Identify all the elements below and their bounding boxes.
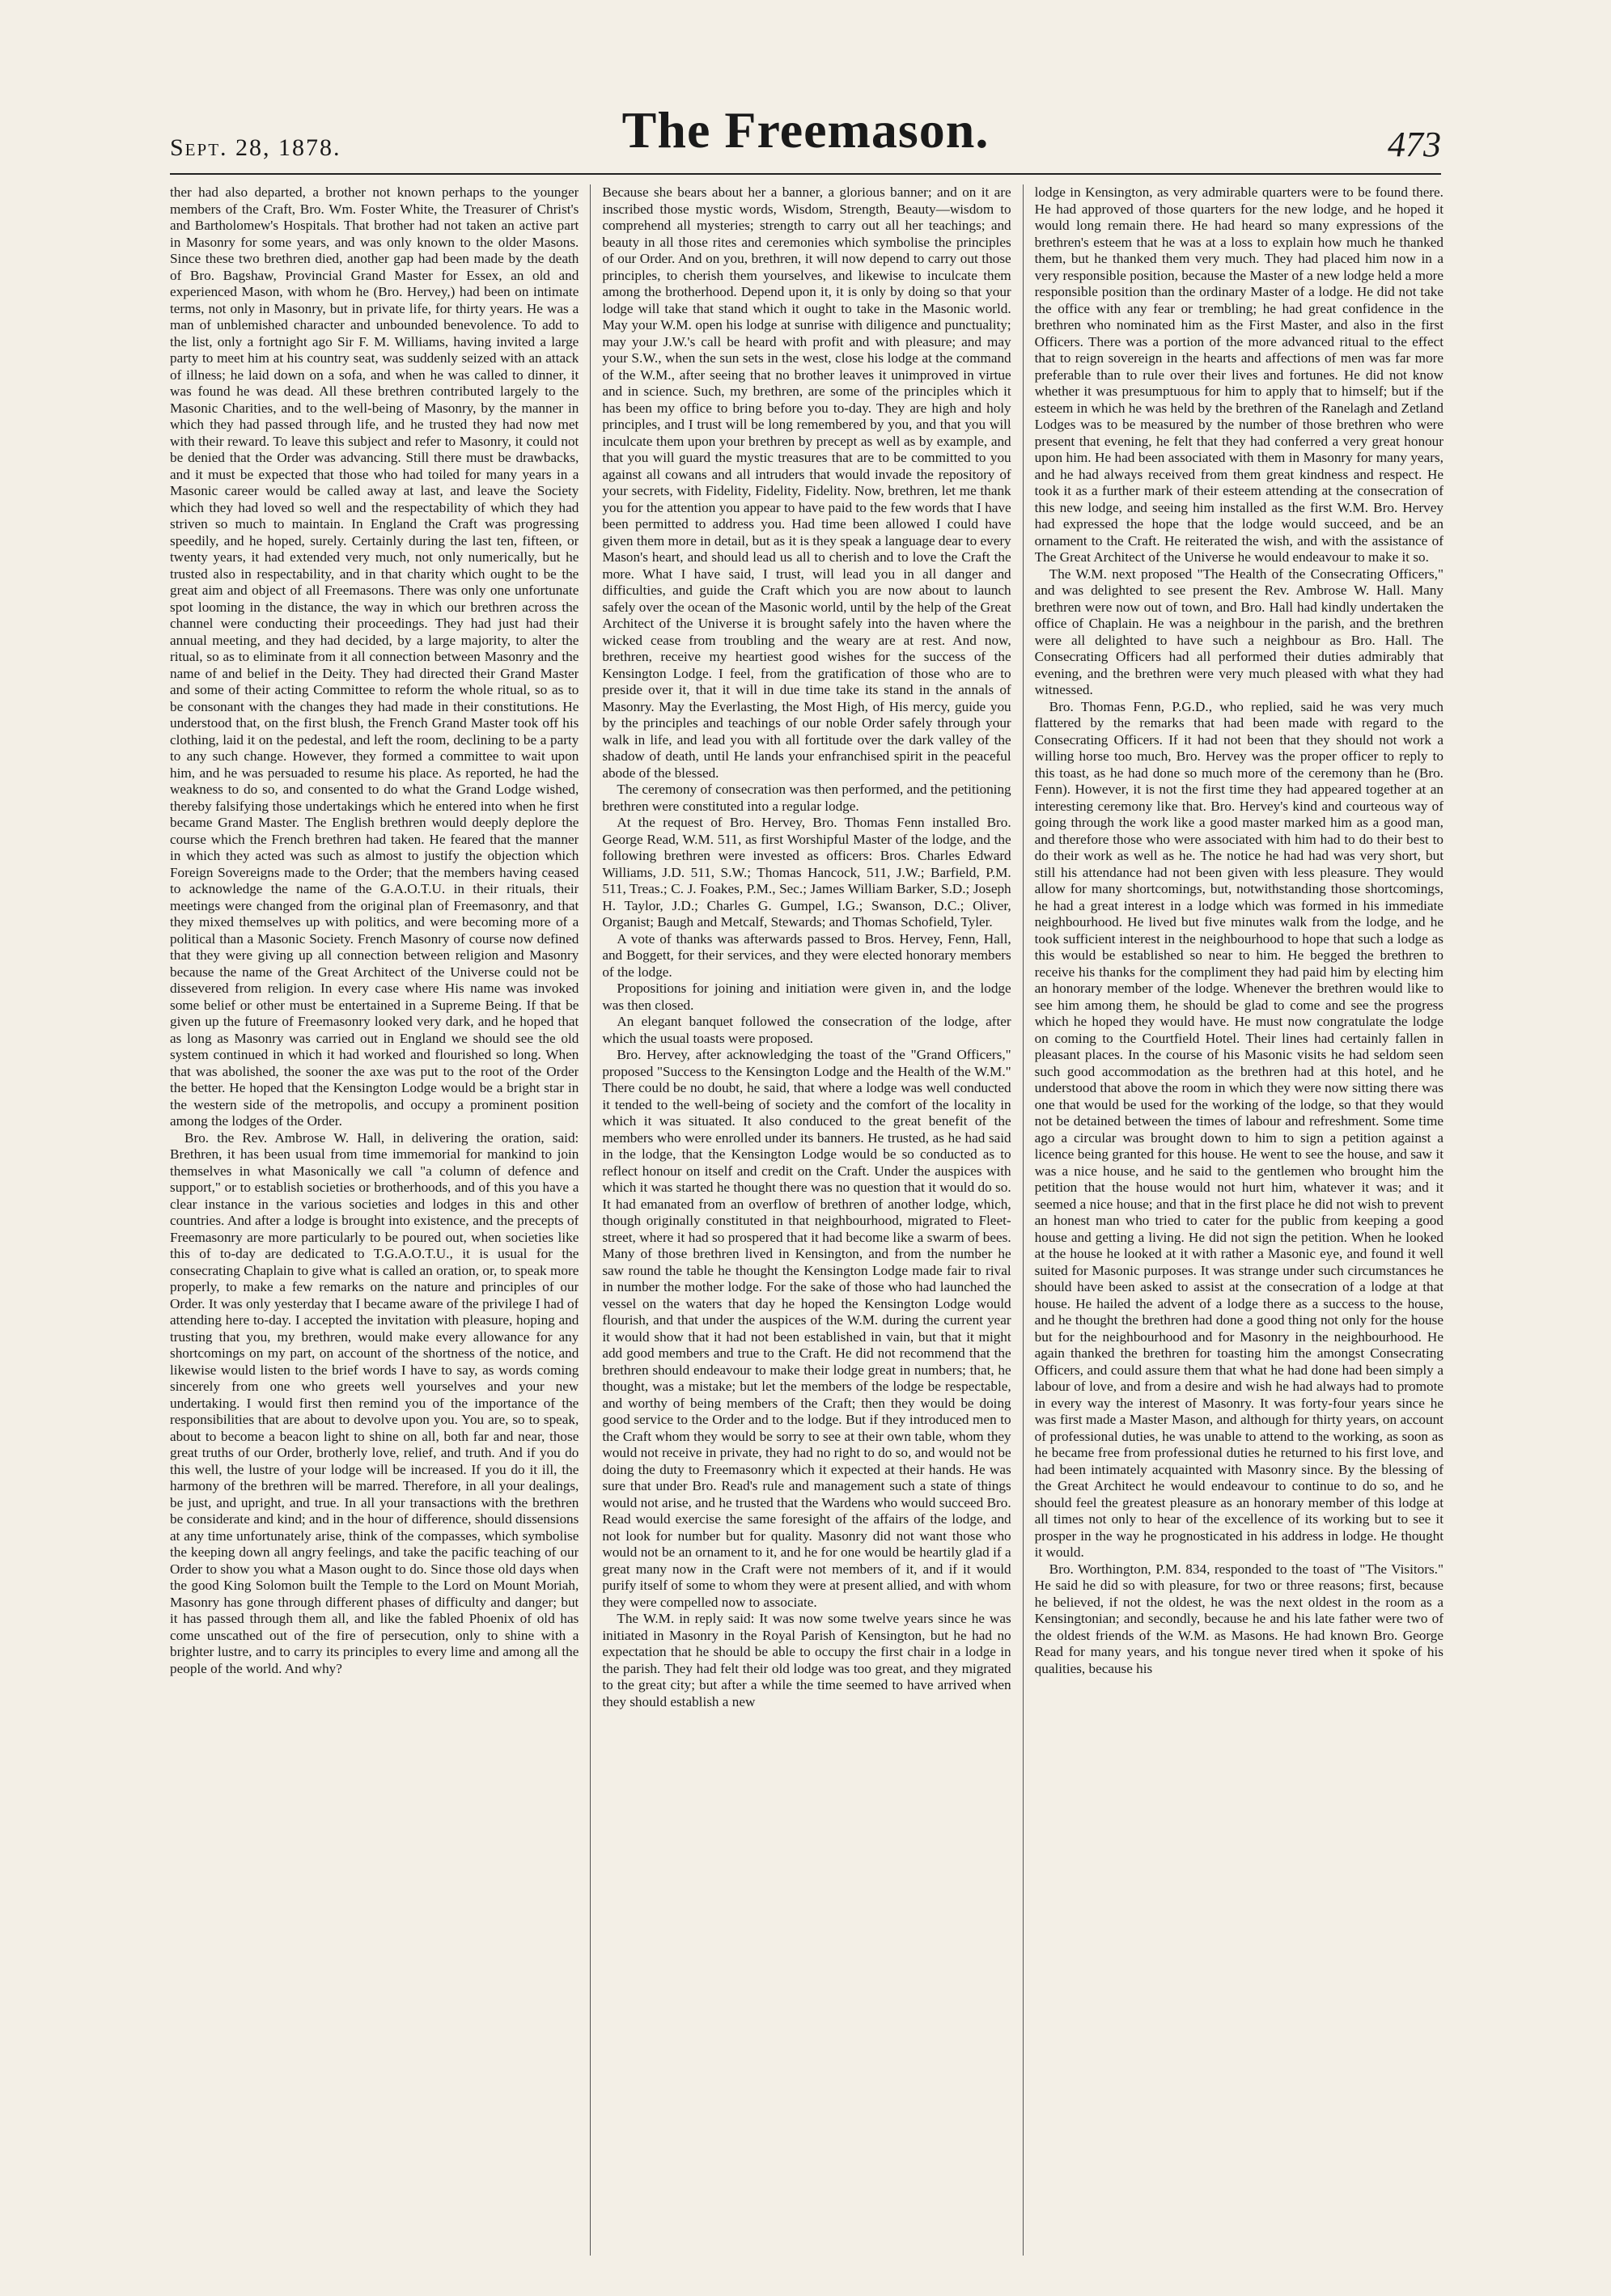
paragraph: Bro. Thomas Fenn, P.G.D., who replied, said he was very much flattered by the remarks that had been made with regard to the Consecrating Officers. If it had not been that they should not work a willing horse too much, Bro. Hervey was the proper officer to reply to this toast, as he had done so much more of the ceremony than he (Bro. Fenn). However, it is not the first time they had appeared together at an interesting ceremony like that. Bro. Hervey's kind and courteous way of going through the work like a good master marked him as a good man, and therefore those who were associated with him had to do their best to do their work as well as he. The notice he had had was very short, but still his attendance had not been given with less pleasure. They would allow for many shortcomings, but, notwithstanding those shortcomings, he had a great interest in a lodge which was formed in his immediate neighbourhood. He lived but five minutes walk from the lodge, and he took sufficient interest in the neighbourhood to hope that such a lodge as this would be established so near to him. He begged the brethren to receive his thanks for the compliment they had paid him by electing him an honorary member of the lodge. Whenever the brethren would like to see him among them, he should be glad to come and see the progress which he hoped they would have. He must now congratulate the lodge on coming to the Courtfield Hotel. Their lines had certainly fallen in pleasant places. In the course of his Masonic visits he had seldom seen such good accommodation as the brethren had at this hotel, and he understood that above the room in which they were now sitting there was one that would be used for the working of the lodge, so that they would not be detained between the times of labour and refreshment. Some time ago a circular was brought down to him to sign a petition against a licence being granted for this house. He went to see the house, and saw it was a nice house, and he said to the gentlemen who brought him the petition that the house would not hurt him, whatever it was; and it seemed a nice house; and that in the first place he did not wish to prevent an honest man who tried to cater for the public from keeping a good house and getting a living. He did not sign the petition. When he looked at the house he looked at it with rather a Masonic eye, and found it well suited for Masonic purposes. It was strange under such circumstances he should have been asked to assist at the consecration of a lodge at that house. He hailed the advent of a lodge there as a success to the house, and he thought the brethren had done a good thing not only for the house but for the neighbourhood and for Masonry in the neighbourhood. He again thanked the brethren for toasting him the amongst Consecrating Officers, and could assure them that what he had done had been simply a labour of love, and from a desire and wish he had always had to promote in every way the interest of Masonry. It was forty-four years since he was first made a Master Mason, and although for thirty years, on account of professional duties, he was unable to attend to the working, as soon as he became free from professional duties he returned to his first love, and had been intimately acquainted with Masonry since. By the blessing of the Great Architect he would endeavour to continue to do so, and he should feel the greatest pleasure as an honorary member of this lodge at all times not only to hear of the excellence of its working but to see it prosper in the way he prognosticated in his address in lodge. He thought it would.	[1034, 698, 1444, 1560]
article-columns	[170, 184, 1444, 2256]
publication-title: The Freemason.	[621, 101, 990, 159]
header-rule	[170, 173, 1441, 175]
paragraph: An elegant banquet followed the consecration of the lodge, after which the usual toasts were proposed.	[602, 1014, 1011, 1046]
paragraph: The ceremony of consecration was then performed, and the petitioning brethren were constituted into a regular lodge.	[602, 782, 1011, 814]
paragraph: The W.M. next proposed "The Health of the Consecrating Officers," and was delighted to see present the Rev. Ambrose W. Hall. Many brethren were now out of town, and Bro. Hall had kindly undertaken the office of Chaplain. He was a neighbour in the parish, and the brethren were all delighted to have such a neighbour as Bro. Hall. The Consecrating Officers had all performed their duties admirably that evening, and the brethren were very much pleased with what they had witnessed.	[1034, 566, 1444, 697]
column-1	[170, 184, 579, 2256]
column-divider	[1023, 184, 1024, 2256]
paragraph: Propositions for joining and initiation were given in, and the lodge was then closed.	[602, 981, 1011, 1013]
paragraph: At the request of Bro. Hervey, Bro. Thomas Fenn installed Bro. George Read, W.M. 511, as first Worshipful Master of the lodge, and the following brethren were invested as officers: Bros. Charles Edward Williams, J.D. 511, S.W.; Thomas Hancock, 511, J.W.; Barfield, P.M. 511, Treas.; C. J. Foakes, P.M., Sec.; James William Barker, S.D.; Joseph H. Taylor, J.D.; Charles G. Gumpel, I.G.; Swanson, D.C.; Oliver, Organist; Baugh and Metcalf, Stewards; and Thomas Schofield, Tyler.	[602, 815, 1011, 930]
paragraph: ther had also departed, a brother not known perhaps to the younger members of the Craft, Bro. Wm. Foster White, the Treasurer of Christ's and Bartholomew's Hospitals. That brother had not taken an active part in Masonry for some years, and was only known to the older Masons. Since these two brethren died, another gap had been made by the death of Bro. Bagshaw, Provincial Grand Master for Essex, an old and experienced Mason, with whom he (Bro. Hervey,) had been on intimate terms, not only in Masonry, but in private life, for thirty years. He was a man of unblemished character and unbounded benevolence. To add to the list, only a fortnight ago Sir F. M. Williams, having invited a large party to meet him at his country seat, was suddenly seized with an attack of illness; he laid down on a sofa, and when he was called to dinner, it was found he was dead. All these brethren contributed largely to the Masonic Charities, and to the well-being of Masonry, by the manner in which they had passed through life, and he trusted they had now met with their reward. To leave this subject and refer to Masonry, it could not be denied that the Order was advancing. Still there must be drawbacks, and it must be expected that those who had toiled for many years in a Masonic career would be called away at last, and leave the Society which they had loved so well and the respectability of which they had striven so much to maintain. In England the Craft was progressing speedily, and he hoped, surely. Certainly during the last ten, fifteen, or twenty years, it had extended very much, not only numerically, but he trusted also in respectability, and in that charity which ought to be the great aim and object of all Freemasons. There was only one unfortunate spot looming in the distance, the way in which our brethren across the channel were conducting their proceedings. They had just had their annual meeting, and they had decided, by a large majority, to alter the ritual, so as to eliminate from it all connection between Masonry and the name of and belief in the Deity. They had directed their Grand Master and some of their acting Committee to reform the whole ritual, so as to be consonant with the changes they had made in their constitutions. He understood that, on the first blush, the French Grand Master took off his clothing, laid it on the pedestal, and left the room, declining to be a party to any such change. However, they formed a committee to wait upon him, and he was persuaded to resume his place. As reported, he had the weakness to do so, and consented to do what the Grand Lodge wished, thereby falsifying those undertakings which he entered into when he first became Grand Master. The English brethren would deeply deplore the course which the French brethren had taken. He feared that the manner in which they acted was such as almost to justify the objection which Foreign Sovereigns made to the Order; that the members having ceased to acknowledge the name of the G.A.O.T.U. in their rituals, their meetings were changed from the original plan of Freemasonry, and that they mixed themselves up with politics, and were becoming more of a political than a Masonic Society. French Masonry of course now defined that they were giving up all connection between religion and Masonry because the name of the Great Architect of the Universe could not be dissevered from religion. In every case where His name was invoked some belief or other must be entertained in a Supreme Being. If that be given up the future of Freemasonry looked very dark, and he hoped that as long as Masonry was carried out in England we should see the old system continued in which it had worked and flourished so long. When that was abolished, the sooner the axe was put to the root of the Order the better. He hoped that the Kensington Lodge would be a bright star in the western side of the metropolis, and occupy a prominent position among the lodges of the Order.	[170, 184, 579, 1129]
paragraph: Bro. the Rev. Ambrose W. Hall, in delivering the oration, said: Brethren, it has been usual from time immemorial for mankind to join themselves in what Masonically we call "a column of defence and support," or to establish societies or brotherhoods, and of this you have a clear instance in the various societies and lodges in this and other countries. And after a lodge is brought into existence, and the precepts of Freemasonry are more particularly to be poured out, when societies like this of to-day are dedicated to T.G.A.O.T.U., it is usual for the consecrating Chaplain to give what is called an oration, or, to speak more properly, to make a few remarks on the nature and principles of our Order. It was only yesterday that I became aware of the privilege I had of attending here to-day. I accepted the invitation with pleasure, hoping and trusting that you, my brethren, would make every allowance for any shortcomings on my part, on account of the shortness of the notice, and likewise would listen to the brief words I have to say, as words coming sincerely from one who greets well yourselves and your new undertaking. I would first then remind you of the importance of the responsibilities that are about to devolve upon you. You are, so to speak, about to become a beacon light to shine on all, both far and near, those great truths of our Order, brotherly love, relief, and truth. And if you do this well, the lustre of your lodge will be increased. If you do it ill, the harmony of the brethren will be marred. Therefore, in all your dealings, be just, and upright, and true. In all your transactions with the brethren be considerate and kind; and in the hour of difference, should dissensions at any time unfortunately arise, think of the compasses, which symbolise the keeping down all angry feelings, and take the pacific teaching of our Order to show you what a Mason ought to do. Since those old days when the good King Solomon built the Temple to the Lord on Mount Moriah, Masonry has gone through different phases of difficulty and danger; but it has passed through them all, and like the fabled Phoenix of old has come unscathed out of the fire of persecution, only to shine with a brighter lustre, and to carry its principles to every lime and among all the people of the world. And why?	[170, 1129, 579, 1676]
column-3	[1035, 184, 1444, 2256]
paragraph: The W.M. in reply said: It was now some twelve years since he was initiated in Masonry in the Royal Parish of Kensington, but he had no expectation that he should be able to occupy the first chair in a lodge in the parish. They had felt their old lodge was too great, and they migrated to the great city; but after a while the time seemed to have arrived when they should establish a new	[602, 1611, 1011, 1709]
issue-date: Sept. 28, 1878.	[170, 134, 341, 161]
paragraph: A vote of thanks was afterwards passed to Bros. Hervey, Fenn, Hall, and Boggett, for their services, and they were elected honorary members of the lodge.	[602, 930, 1011, 980]
masthead	[170, 97, 1441, 170]
paragraph: Because she bears about her a banner, a glorious banner; and on it are inscribed those mystic words, Wisdom, Strength, Beauty—wisdom to comprehend all mysteries; strength to carry out all her teachings; and beauty in all those rites and ceremonies which symbolise the principles of our Order. And on you, brethren, it will now depend to carry out those principles, to cherish them yourselves, and likewise to inculcate them among the brotherhood. Depend upon it, it is only by doing so that your lodge will take that stand which it ought to take in the Masonic world. May your W.M. open his lodge at sunrise with diligence and punctuality; may your J.W.'s call be heard with profit and with pleasure; and may your S.W., when the sun sets in the west, close his lodge at the command of the W.M., after seeing that no brother leaves it unimproved in virtue and in science. Such, my brethren, are some of the principles which it has been my office to bring before you to-day. They are high and holy principles, and I trust will be long remembered by you, and that you will inculcate them upon your brethren by precept as well as by example, and that you will guard the mystic treasures that are to be committed to you against all cowans and all intruders that would invade the repository of your secrets, with Fidelity, Fidelity, Fidelity. Now, brethren, let me thank you for the attention you appear to have paid to the few words that I have been permitted to address you. Had time been allowed I could have given them more in detail, but as it is they speak a language dear to every Mason's heart, and should lead us all to cherish and to love the Craft the more. What I have said, I trust, will lead you in all danger and difficulties, and guide the Craft which you are now about to launch safely over the ocean of the Masonic world, until by the help of the Great Architect of the Universe it is brought safely into the haven where the wicked cease from troubling and the weary are at rest. And now, brethren, receive my heartiest good wishes for the success of the Kensington Lodge. I feel, from the gratification of those who are to preside over it, that it will in due time take its stand in the annals of Masonry. May the Everlasting, the Most High, of His mercy, guide you by the principles and teachings of our noble Order safely through your walk in life, and lead you with all fortitude over the dark valley of the shadow of death, until He lands your enfranchised spirit in the peaceful abode of the blessed.	[602, 184, 1011, 781]
column-divider	[590, 184, 591, 2256]
paragraph: Bro. Worthington, P.M. 834, responded to the toast of "The Visitors." He said he did so with pleasure, for two or three reasons; first, because he believed, if not the oldest, he was the next oldest in the room as a Kensingtonian; and secondly, because he and his late father were two of the oldest friends of the W.M. as Masons. He had known Bro. George Read for many years, and his tongue never tired when it spoke of his qualities, because his	[1034, 1561, 1444, 1676]
paragraph: lodge in Kensington, as very admirable quarters were to be found there. He had approved of those quarters for the new lodge, and he hoped it would long remain there. He had heard so many expressions of the brethren's esteem that he was at a loss to explain how much he thanked them, but he thanked them very much. They had placed him now in a very responsible position, because the Master of a new lodge held a more responsible position than the ordinary Master of a lodge. He did not take the office with any fear or trembling; he had great confidence in the brethren who nominated him as the First Master, and also in the first Officers. There was a portion of the more advanced ritual to the effect that to reign sovereign in the hearts and affections of men was far more preferable than to rule over their lives and fortunes. He did not know whether it was presumptuous for him to apply that to himself; but if the esteem in which he was held by the brethren of the Ranelagh and Zetland Lodges was to be measured by the number of those brethren who were present that evening, he felt that they had conferred a very great honour upon him. He had been associated with them in Masonry for many years, and he had always received from them great kindness and respect. He took it as a further mark of their esteem attending at the consecration of this new lodge, and seeing him installed as the first W.M. Bro. Hervey had expressed the hope that the lodge would succeed, and be an ornament to the Craft. He reiterated the wish, and with the assistance of The Great Architect of the Universe he would endeavour to make it so.	[1034, 184, 1444, 565]
column-2	[602, 184, 1011, 2256]
page-number: 473	[1388, 125, 1441, 164]
paragraph: Bro. Hervey, after acknowledging the toast of the "Grand Officers," proposed "Success to the Kensington Lodge and the Health of the W.M." There could be no doubt, he said, that where a lodge was well conducted it tended to the well-being of society and the comfort of the locality in which it was situated. It also conduced to the great benefit of the members who were enrolled under its banners. He trusted, as he had said in the lodge, that the Kensington Lodge would be so conducted as to reflect honour on itself and credit on the Craft. Under the auspices with which it was started he thought there was no question that it would do so. It had emanated from an overflow of brethren of another lodge, which, though originally constituted in that neighbourhood, migrated to Fleet-street, where it had so prospered that it had become like a swarm of bees. Many of those brethren lived in Kensington, and from the number he saw round the table he thought the Kensington Lodge made fair to rival in number the mother lodge. For the sake of those who had launched the vessel on the waters that day he hoped the Kensington Lodge would flourish, and that under the auspices of the W.M. during the current year it would show that it had not been established in vain, but that it might add good members and true to the Craft. He did not recommend that the brethren should endeavour to make their lodge great in numbers; that, he thought, was a mistake; but let the members of the lodge be respectable, and worthy of being members of the Craft; then they would be doing good service to the Order and to the lodge. But if they introduced men to the Craft whom they would be sorry to see at their own table, whom they would not receive in private, they had no right to do so, and would not be doing the duty to Freemasonry which it expected at their hands. He was sure that under Bro. Read's rule and management such a state of things would not arise, and he trusted that the Wardens who would succeed Bro. Read would exercise the same foresight of the affairs of the lodge, and not look for number but for quality. Masonry did not want those who would not be an ornament to it, and he for one would be heartily glad if a great many now in the Craft were not members of it, and if it would purify itself of some to whom they were at present allied, and with whom they were compelled now to associate.	[602, 1047, 1011, 1610]
